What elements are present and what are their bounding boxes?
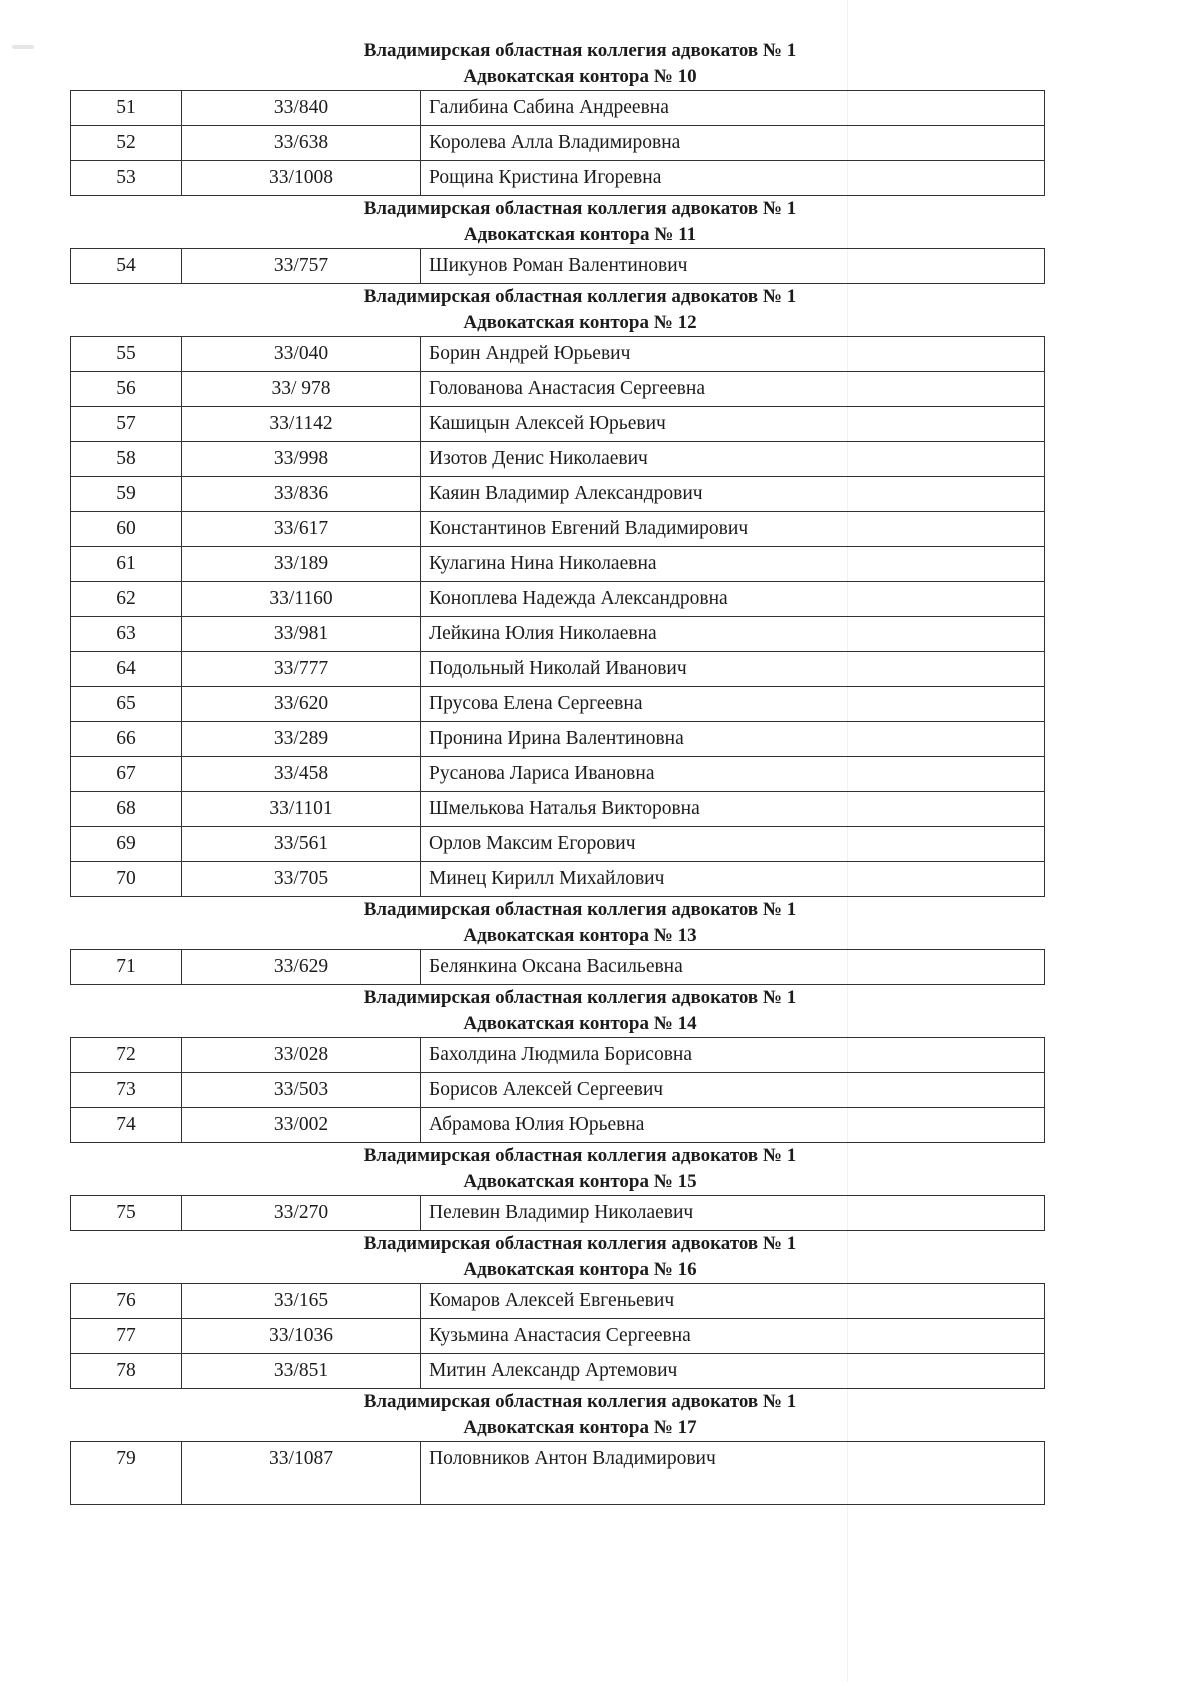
row-number-cell: 63	[71, 617, 182, 652]
lawyer-name-cell: Лейкина Юлия Николаевна	[421, 617, 1045, 652]
table-row	[71, 1319, 1045, 1354]
section-heading	[55, 284, 1105, 336]
lawyer-name-cell: Королева Алла Владимировна	[421, 126, 1045, 161]
registry-number-cell: 33/ 978	[182, 372, 421, 407]
table-row	[71, 1038, 1045, 1073]
section-heading	[55, 985, 1105, 1037]
lawyer-name-cell: Каяин Владимир Александрович	[421, 477, 1045, 512]
table-row	[71, 1354, 1045, 1389]
registry-number-cell: 33/1142	[182, 407, 421, 442]
college-title: Владимирская областная коллегия адвокатов № 1	[363, 286, 797, 307]
registry-number-cell: 33/1160	[182, 582, 421, 617]
section-heading	[55, 1231, 1105, 1283]
table-row	[71, 1284, 1045, 1319]
row-number-cell: 65	[71, 687, 182, 722]
lawyer-name-cell: Комаров Алексей Евгеньевич	[421, 1284, 1045, 1319]
registry-number-cell: 33/1101	[182, 792, 421, 827]
row-number-cell: 70	[71, 862, 182, 897]
lawyer-name-cell: Минец Кирилл Михайлович	[421, 862, 1045, 897]
table-row	[71, 1196, 1045, 1231]
registry-number-cell: 33/458	[182, 757, 421, 792]
table-row	[71, 722, 1045, 757]
registry-number-cell: 33/638	[182, 126, 421, 161]
registry-number-cell: 33/981	[182, 617, 421, 652]
college-title: Владимирская областная коллегия адвокатов № 1	[363, 40, 797, 61]
lawyer-name-cell: Подольный Николай Иванович	[421, 652, 1045, 687]
college-title: Владимирская областная коллегия адвокатов № 1	[363, 987, 797, 1008]
registry-number-cell: 33/757	[182, 249, 421, 284]
lawyer-name-cell: Галибина Сабина Андреевна	[421, 91, 1045, 126]
lawyer-name-cell: Рощина Кристина Игоревна	[421, 161, 1045, 196]
lawyer-name-cell: Голованова Анастасия Сергеевна	[421, 372, 1045, 407]
row-number-cell: 76	[71, 1284, 182, 1319]
table-row	[71, 792, 1045, 827]
row-number-cell: 57	[71, 407, 182, 442]
table-row	[71, 1442, 1045, 1505]
registry-number-cell: 33/503	[182, 1073, 421, 1108]
row-number-cell: 64	[71, 652, 182, 687]
lawyer-name-cell: Коноплева Надежда Александровна	[421, 582, 1045, 617]
office-title: Адвокатская контора № 13	[463, 925, 697, 946]
row-number-cell: 62	[71, 582, 182, 617]
table-row	[71, 687, 1045, 722]
lawyer-name-cell: Абрамова Юлия Юрьевна	[421, 1108, 1045, 1143]
section-heading	[55, 38, 1105, 90]
table-row	[71, 1073, 1045, 1108]
row-number-cell: 51	[71, 91, 182, 126]
row-number-cell: 74	[71, 1108, 182, 1143]
lawyer-name-cell: Кашицын Алексей Юрьевич	[421, 407, 1045, 442]
college-title: Владимирская областная коллегия адвокатов № 1	[363, 899, 797, 920]
registry-number-cell: 33/851	[182, 1354, 421, 1389]
row-number-cell: 58	[71, 442, 182, 477]
lawyers-table	[70, 1283, 1045, 1389]
row-number-cell: 61	[71, 547, 182, 582]
lawyers-table	[70, 248, 1045, 284]
college-title: Владимирская областная коллегия адвокатов № 1	[363, 198, 797, 219]
table-row	[71, 249, 1045, 284]
registry-number-cell: 33/617	[182, 512, 421, 547]
table-row	[71, 950, 1045, 985]
table-row	[71, 407, 1045, 442]
lawyer-name-cell: Орлов Максим Егорович	[421, 827, 1045, 862]
table-row	[71, 477, 1045, 512]
lawyer-name-cell: Кузьмина Анастасия Сергеевна	[421, 1319, 1045, 1354]
registry-number-cell: 33/1008	[182, 161, 421, 196]
lawyer-name-cell: Прусова Елена Сергеевна	[421, 687, 1045, 722]
row-number-cell: 56	[71, 372, 182, 407]
table-row	[71, 442, 1045, 477]
lawyer-name-cell: Борин Андрей Юрьевич	[421, 337, 1045, 372]
table-row	[71, 161, 1045, 196]
lawyer-name-cell: Шмелькова Наталья Викторовна	[421, 792, 1045, 827]
registry-number-cell: 33/1036	[182, 1319, 421, 1354]
row-number-cell: 78	[71, 1354, 182, 1389]
lawyer-name-cell: Изотов Денис Николаевич	[421, 442, 1045, 477]
college-title: Владимирская областная коллегия адвокатов № 1	[363, 1233, 797, 1254]
table-row	[71, 582, 1045, 617]
office-title: Адвокатская контора № 15	[463, 1171, 697, 1192]
table-row	[71, 126, 1045, 161]
lawyers-table	[70, 1195, 1045, 1231]
registry-number-cell: 33/040	[182, 337, 421, 372]
registry-number-cell: 33/705	[182, 862, 421, 897]
lawyers-table	[70, 1037, 1045, 1143]
lawyer-name-cell: Половников Антон Владимирович	[421, 1442, 1045, 1505]
lawyers-table	[70, 90, 1045, 196]
lawyer-name-cell: Бахолдина Людмила Борисовна	[421, 1038, 1045, 1073]
row-number-cell: 67	[71, 757, 182, 792]
row-number-cell: 60	[71, 512, 182, 547]
office-title: Адвокатская контора № 12	[463, 312, 697, 333]
table-row	[71, 547, 1045, 582]
registry-number-cell: 33/836	[182, 477, 421, 512]
row-number-cell: 72	[71, 1038, 182, 1073]
registry-number-cell: 33/028	[182, 1038, 421, 1073]
table-row	[71, 1108, 1045, 1143]
table-row	[71, 337, 1045, 372]
lawyer-name-cell: Константинов Евгений Владимирович	[421, 512, 1045, 547]
registry-number-cell: 33/002	[182, 1108, 421, 1143]
registry-number-cell: 33/270	[182, 1196, 421, 1231]
lawyer-name-cell: Шикунов Роман Валентинович	[421, 249, 1045, 284]
row-number-cell: 54	[71, 249, 182, 284]
table-row	[71, 862, 1045, 897]
college-title: Владимирская областная коллегия адвокатов № 1	[363, 1145, 797, 1166]
registry-number-cell: 33/840	[182, 91, 421, 126]
row-number-cell: 71	[71, 950, 182, 985]
lawyer-name-cell: Пелевин Владимир Николаевич	[421, 1196, 1045, 1231]
row-number-cell: 77	[71, 1319, 182, 1354]
registry-number-cell: 33/998	[182, 442, 421, 477]
office-title: Адвокатская контора № 11	[463, 224, 697, 245]
section-heading	[55, 1389, 1105, 1441]
lawyer-name-cell: Борисов Алексей Сергеевич	[421, 1073, 1045, 1108]
lawyer-name-cell: Белянкина Оксана Васильевна	[421, 950, 1045, 985]
row-number-cell: 79	[71, 1442, 182, 1505]
lawyers-table	[70, 336, 1045, 897]
row-number-cell: 68	[71, 792, 182, 827]
lawyers-table	[70, 949, 1045, 985]
lawyer-name-cell: Пронина Ирина Валентиновна	[421, 722, 1045, 757]
table-row	[71, 91, 1045, 126]
registry-number-cell: 33/561	[182, 827, 421, 862]
lawyer-name-cell: Русанова Лариса Ивановна	[421, 757, 1045, 792]
table-row	[71, 652, 1045, 687]
row-number-cell: 55	[71, 337, 182, 372]
row-number-cell: 52	[71, 126, 182, 161]
row-number-cell: 53	[71, 161, 182, 196]
registry-number-cell: 33/165	[182, 1284, 421, 1319]
college-title: Владимирская областная коллегия адвокатов № 1	[363, 1391, 797, 1412]
office-title: Адвокатская контора № 10	[463, 66, 697, 87]
row-number-cell: 59	[71, 477, 182, 512]
registry-number-cell: 33/1087	[182, 1442, 421, 1505]
row-number-cell: 69	[71, 827, 182, 862]
row-number-cell: 75	[71, 1196, 182, 1231]
office-title: Адвокатская контора № 16	[463, 1259, 697, 1280]
table-row	[71, 512, 1045, 547]
office-title: Адвокатская контора № 17	[463, 1417, 697, 1438]
lawyers-table	[70, 1441, 1045, 1505]
section-heading	[55, 897, 1105, 949]
registry-number-cell: 33/189	[182, 547, 421, 582]
section-heading	[55, 196, 1105, 248]
office-title: Адвокатская контора № 14	[463, 1013, 697, 1034]
registry-number-cell: 33/289	[182, 722, 421, 757]
lawyer-name-cell: Кулагина Нина Николаевна	[421, 547, 1045, 582]
table-row	[71, 827, 1045, 862]
table-row	[71, 372, 1045, 407]
registry-number-cell: 33/777	[182, 652, 421, 687]
table-row	[71, 757, 1045, 792]
table-row	[71, 617, 1045, 652]
registry-number-cell: 33/629	[182, 950, 421, 985]
lawyer-name-cell: Митин Александр Артемович	[421, 1354, 1045, 1389]
section-heading	[55, 1143, 1105, 1195]
document-page	[0, 38, 1189, 1505]
row-number-cell: 73	[71, 1073, 182, 1108]
registry-number-cell: 33/620	[182, 687, 421, 722]
row-number-cell: 66	[71, 722, 182, 757]
